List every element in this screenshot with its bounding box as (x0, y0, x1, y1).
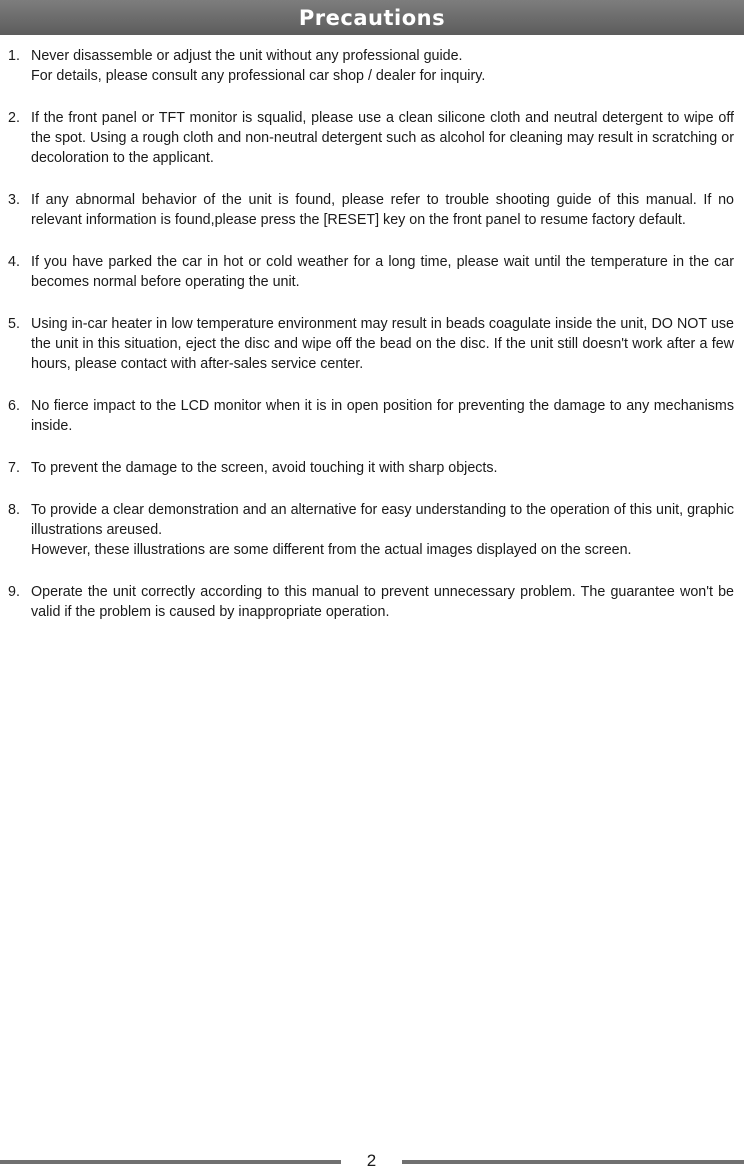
item-text: If any abnormal behavior of the unit is found, please refer to trouble shooting guide of this manual. If no relevant information is found,please press the [RESET] key on the front panel to resume factory default. (31, 192, 734, 228)
item-text: To prevent the damage to the screen, avoid touching it with sharp objects. (31, 460, 498, 476)
item-number: 7. (8, 460, 20, 476)
item-text: Using in-car heater in low temperature environment may result in beads coagulate inside the unit, DO NOT use the unit in this situation, eject the disc and wipe off the bead on the disc. If the unit still doesn't work after a few hours, please contact with after-sales service center. (31, 316, 734, 372)
precaution-item-4 (8, 252, 734, 292)
precaution-item-9 (8, 582, 734, 622)
precaution-item-2 (8, 108, 734, 168)
item-text: For details, please consult any professional car shop / dealer for inquiry. (31, 68, 486, 84)
item-number: 1. (8, 48, 20, 64)
item-text: No fierce impact to the LCD monitor when it is in open position for preventing the damage to any mechanisms inside. (31, 398, 734, 434)
item-text: If you have parked the car in hot or cold weather for a long time, please wait until the temperature in the car becomes normal before operating the unit. (31, 254, 734, 290)
item-text: However, these illustrations are some different from the actual images displayed on the screen. (31, 542, 632, 558)
item-number: 5. (8, 316, 20, 332)
item-number: 9. (8, 584, 20, 600)
page-number: 2 (366, 1151, 377, 1170)
precaution-item-6 (8, 396, 734, 436)
item-number: 6. (8, 398, 20, 414)
item-number: 4. (8, 254, 20, 270)
precaution-item-7 (8, 458, 734, 478)
item-text: If the front panel or TFT monitor is squalid, please use a clean silicone cloth and neutral detergent to wipe off the spot. Using a rough cloth and non-neutral detergent such as alcohol for cleaning may result in scratching or decoloration to the applicant. (31, 110, 734, 166)
header-bar (0, 0, 744, 35)
precautions-list (8, 46, 734, 644)
item-text: To provide a clear demonstration and an alternative for easy understanding to the operation of this unit, graphic illustrations areused. (31, 502, 734, 538)
precaution-item-5 (8, 314, 734, 374)
page-title: Precautions (298, 5, 446, 30)
footer-rule-right (402, 1160, 744, 1164)
item-text: Operate the unit correctly according to this manual to prevent unnecessary problem. The guarantee won't be valid if the problem is caused by inappropriate operation. (31, 584, 734, 620)
precaution-item-1 (8, 46, 734, 86)
footer-rule-left (0, 1160, 341, 1164)
item-number: 8. (8, 502, 20, 518)
page-footer (0, 1150, 744, 1170)
item-text: Never disassemble or adjust the unit without any professional guide. (31, 48, 463, 64)
precaution-item-3 (8, 190, 734, 230)
item-number: 2. (8, 110, 20, 126)
precaution-item-8 (8, 500, 734, 560)
item-number: 3. (8, 192, 20, 208)
